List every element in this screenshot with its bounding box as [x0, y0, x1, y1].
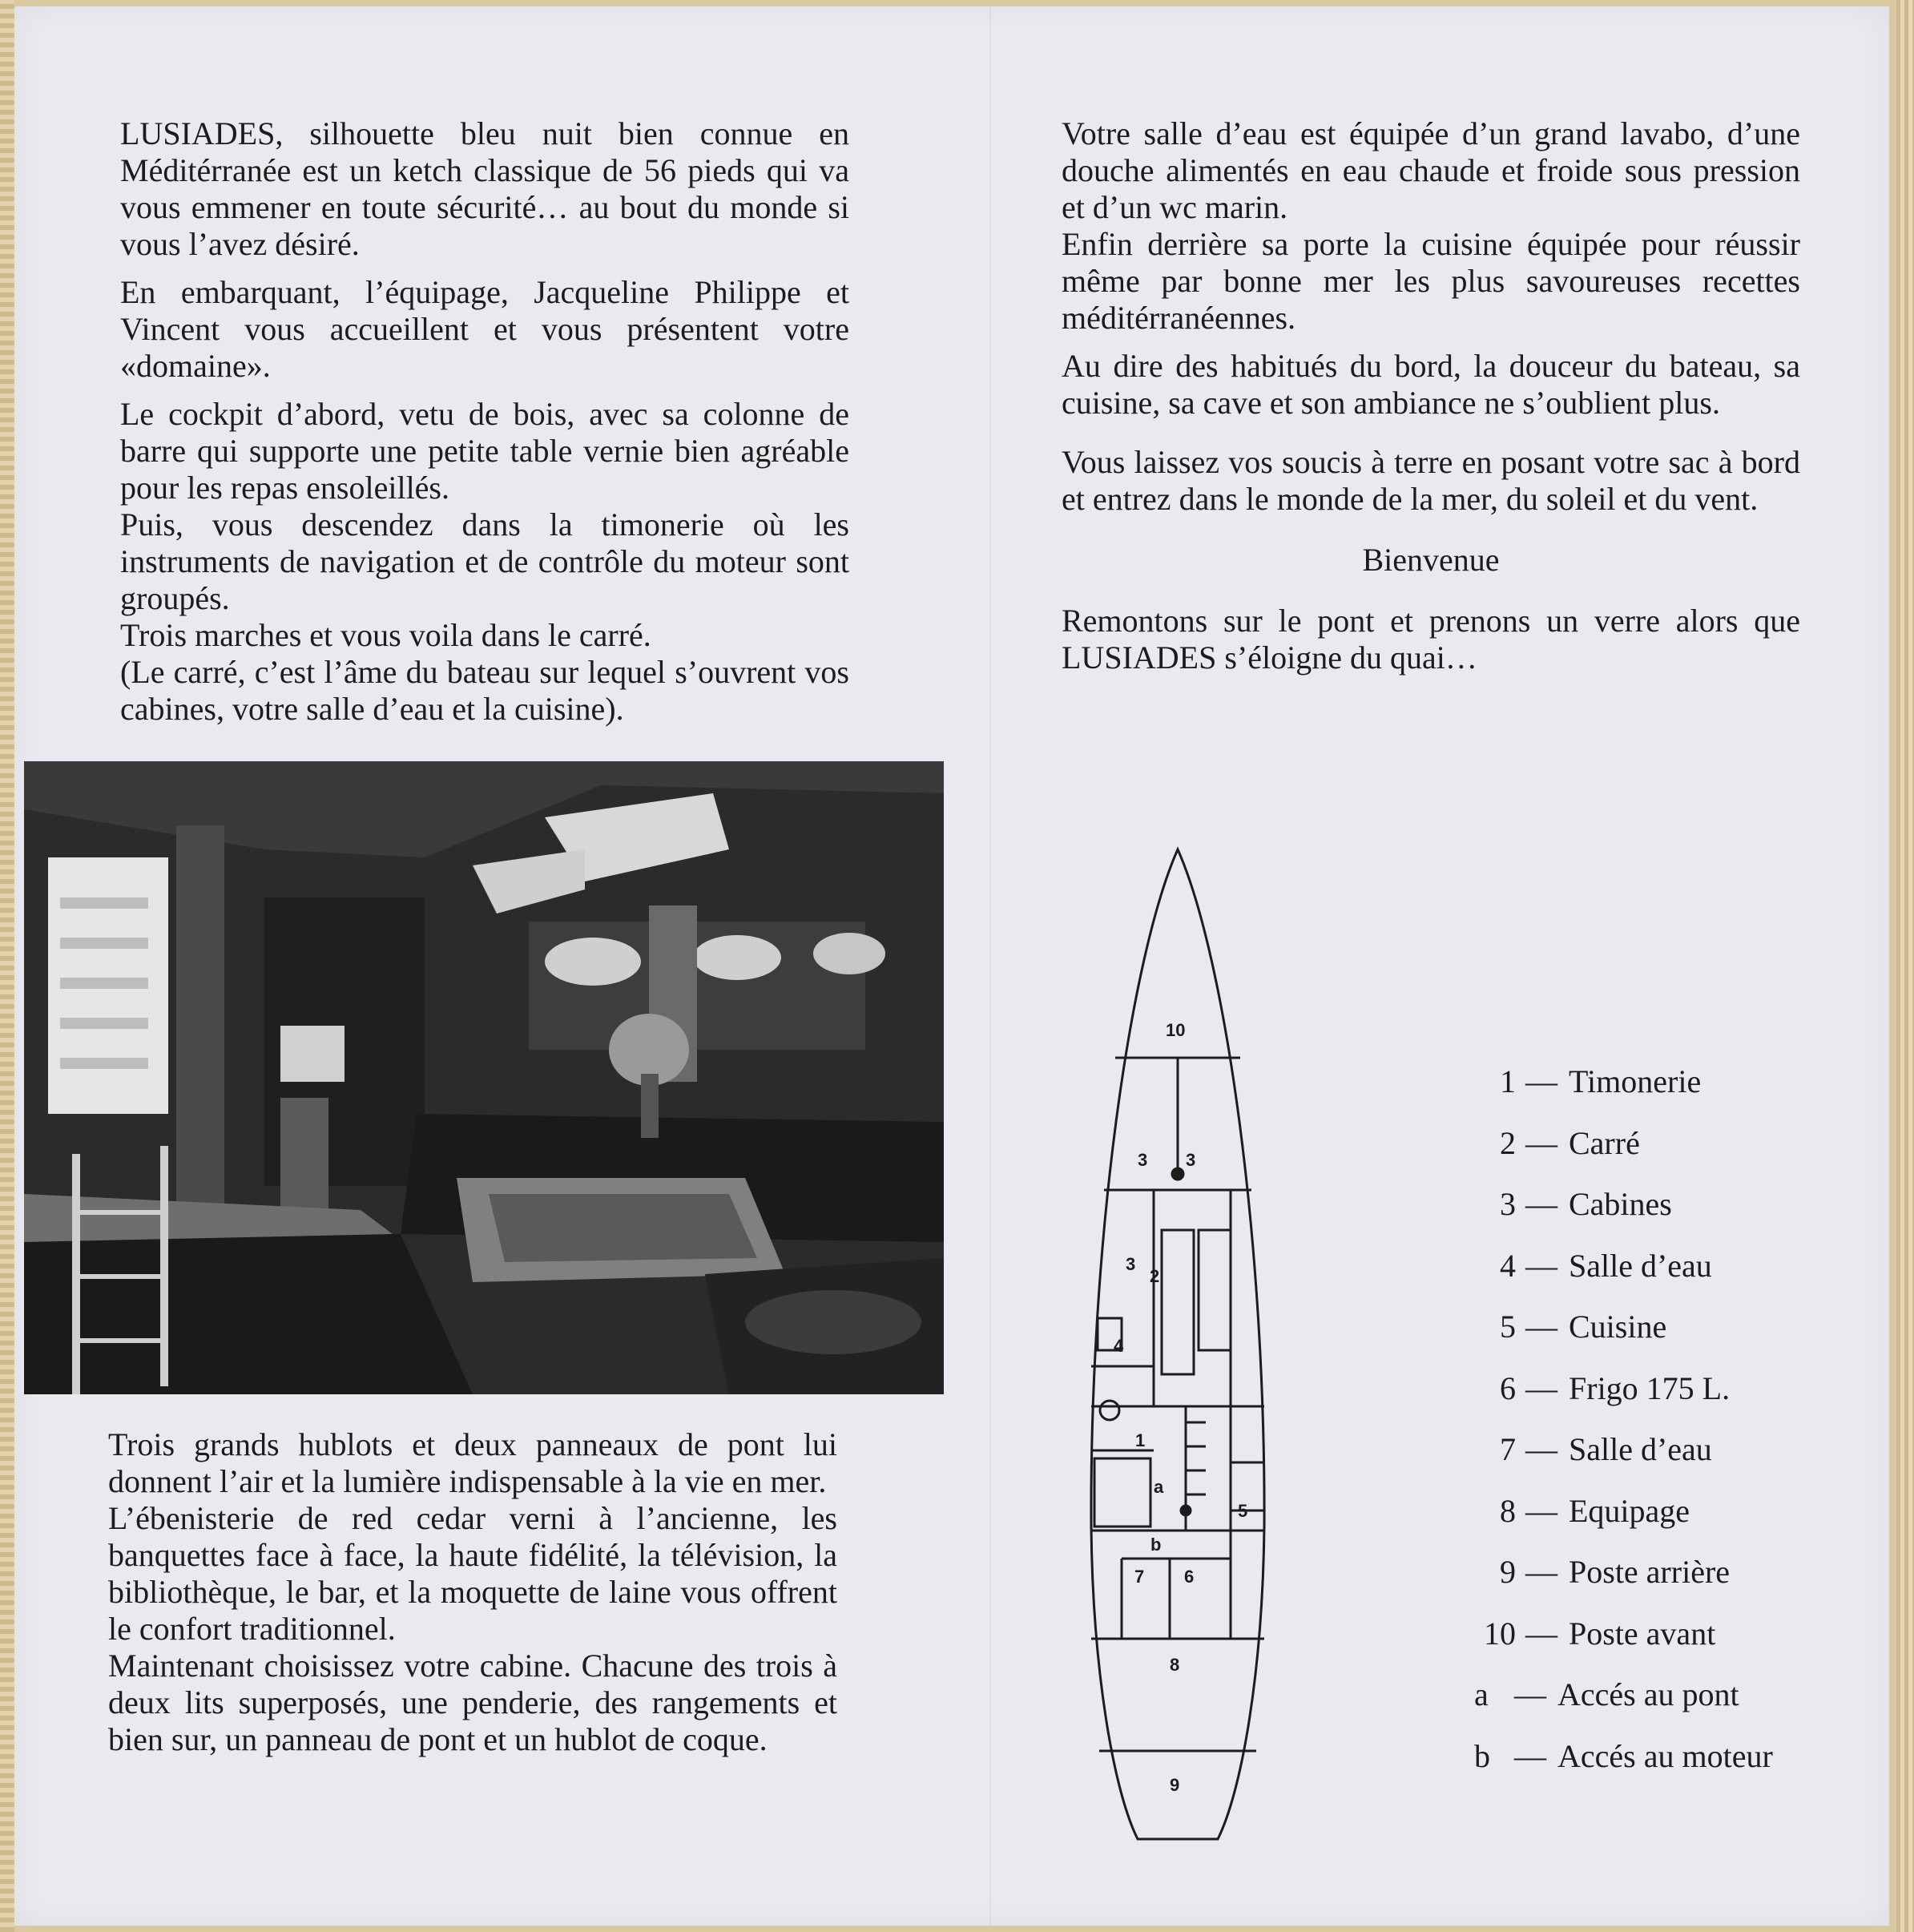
legend-item: a — Accés au pont — [1474, 1676, 1739, 1712]
heading-bienvenue: Bienvenue — [1362, 542, 1500, 578]
plan-label-2: 2 — [1150, 1266, 1160, 1286]
plan-label-10: 10 — [1166, 1020, 1186, 1040]
legend-item: b — Accés au moteur — [1474, 1737, 1773, 1774]
legend-item: 3 — Cabines — [1500, 1186, 1672, 1222]
plan-label-a: a — [1154, 1477, 1164, 1497]
table-surface-right — [1896, 0, 1914, 1932]
saloon-photo — [24, 761, 944, 1394]
paragraph: Enfin derrière sa porte la cuisine équipée pour réussir même par bonne mer les plus savoureuses recettes méditérranéennes. — [1062, 226, 1800, 336]
paragraph: En embarquant, l’équipage, Jacqueline Philippe et Vincent vous accueillent et vous présentent votre «domaine». — [120, 274, 849, 384]
paragraph: L’ébenisterie de red cedar verni à l’ancienne, les banquettes face à face, la haute fidélité, la télévision, la bibliothèque, le bar, et la moquette de laine vous offrent le confort traditionnel. — [108, 1500, 837, 1647]
paragraph: Le cockpit d’abord, vetu de bois, avec sa colonne de barre qui supporte une petite table vernie bien agréable pour les repas ensoleillés. — [120, 396, 849, 506]
right-column — [1062, 115, 1800, 676]
plan-label-b: b — [1150, 1535, 1162, 1555]
plan-label-1: 1 — [1135, 1430, 1146, 1450]
plan-label-5: 5 — [1238, 1501, 1248, 1521]
table-surface-left — [0, 0, 14, 1932]
saloon-photo-illustration — [24, 761, 944, 1394]
left-column-top — [120, 115, 849, 728]
paragraph: Remontons sur le pont et prenons un verre alors que LUSIADES s’éloigne du quai… — [1062, 603, 1800, 676]
plan-legend — [1474, 1051, 1819, 1787]
paragraph: Puis, vous descendez dans la timonerie où les instruments de navigation et de contrôle du moteur sont groupés. — [120, 506, 849, 616]
page-fold — [989, 6, 991, 1926]
paragraph: Votre salle d’eau est équipée d’un grand lavabo, d’une douche alimentés en eau chaude et froide sous pression et d’un wc marin. — [1062, 115, 1800, 225]
legend-item: 5 — Cuisine — [1500, 1309, 1667, 1345]
plan-label-9: 9 — [1170, 1775, 1180, 1795]
paragraph: Trois marches et vous voila dans le carré. — [120, 617, 651, 653]
legend-item: 9 — Poste arrière — [1500, 1554, 1731, 1590]
paragraph: Trois grands hublots et deux panneaux de pont lui donnent l’air et la lumière indispensable à la vie en mer. — [108, 1426, 837, 1499]
plan-label-3-right: 3 — [1186, 1150, 1196, 1170]
legend-item: 8 — Equipage — [1500, 1492, 1690, 1529]
legend-item: 1 — Timonerie — [1500, 1063, 1702, 1099]
deck-plan-drawing — [1042, 845, 1314, 1851]
legend-item: 4 — Salle d’eau — [1500, 1247, 1712, 1284]
plan-label-3-left: 3 — [1138, 1150, 1148, 1170]
plan-label-4: 4 — [1114, 1336, 1124, 1356]
left-column-bottom — [108, 1426, 837, 1758]
paragraph: Vous laissez vos soucis à terre en posant votre sac à bord et entrez dans le monde de la mer, du soleil et du vent. — [1062, 444, 1800, 517]
legend-item: 2 — Carré — [1500, 1124, 1640, 1161]
legend-item: 10 — Poste avant — [1484, 1615, 1716, 1652]
plan-label-3-side: 3 — [1126, 1254, 1136, 1274]
paragraph: Maintenant choisissez votre cabine. Chacune des trois à deux lits superposés, une penderie, des rangements et bien sur, un panneau de pont et un hublot de coque. — [108, 1648, 837, 1757]
boat-deck-plan — [1042, 845, 1314, 1851]
legend-item: 7 — Salle d’eau — [1500, 1431, 1712, 1467]
plan-label-7: 7 — [1134, 1567, 1145, 1587]
legend-item: 6 — Frigo 175 L. — [1500, 1369, 1731, 1406]
plan-label-6: 6 — [1184, 1567, 1195, 1587]
paragraph: LUSIADES, silhouette bleu nuit bien connue en Méditérranée est un ketch classique de 56 pieds qui va vous emmener en toute sécurité… au bout du monde si vous l’avez désiré. — [120, 115, 849, 262]
paragraph: Au dire des habitués du bord, la douceur du bateau, sa cuisine, sa cave et son ambiance ne s’oublient plus. — [1062, 348, 1800, 421]
paragraph: (Le carré, c’est l’âme du bateau sur lequel s’ouvrent vos cabines, votre salle d’eau et la cuisine). — [120, 654, 849, 727]
plan-label-8: 8 — [1170, 1655, 1180, 1675]
